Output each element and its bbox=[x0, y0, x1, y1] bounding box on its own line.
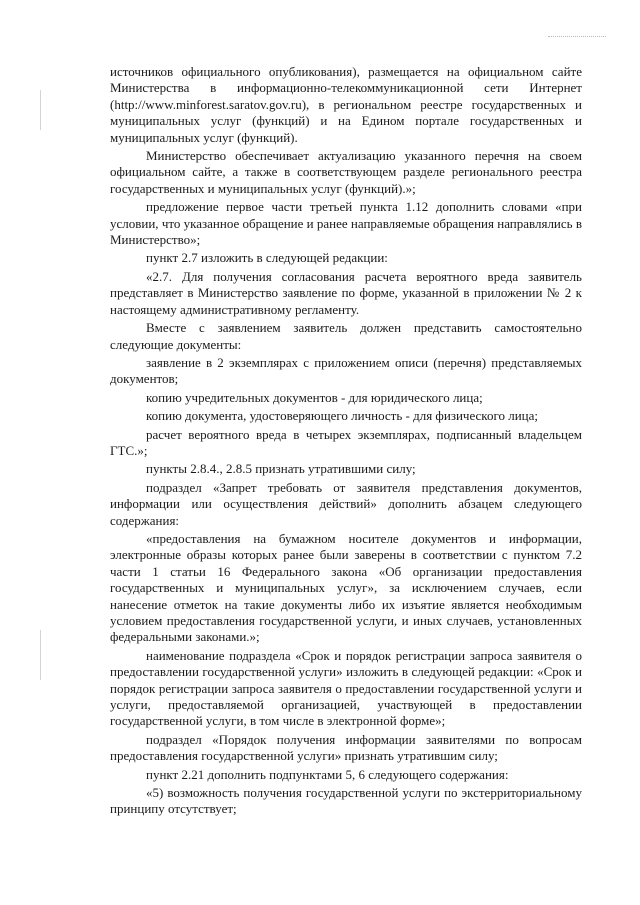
document-page bbox=[110, 64, 582, 820]
paragraph: копию учредительных документов - для юридического лица; bbox=[146, 389, 483, 405]
scan-corner-mark bbox=[548, 36, 606, 38]
paragraph: «5) возможность получения государственной услуги по экстерриториальному принципу отсутствует; bbox=[110, 785, 582, 817]
paragraph: пункт 2.21 дополнить подпунктами 5, 6 следующего содержания: bbox=[146, 766, 509, 782]
paragraph: «предоставления на бумажном носителе документов и информации, электронные образы которых ранее были заверены в соответствии с пунктом 7.2 части 1 статьи 16 Федерального закона «Об организации предоставления государственных и муниципальных услуг», за исключением случаев, если нанесение отметок на такие документы либо их изъятие является необходимым условием предоставления государственной услуги, и иных случаев, установленных федеральными законами.»; bbox=[110, 530, 582, 645]
paragraph: подраздел «Запрет требовать от заявителя представления документов, информации или осуществления действий» дополнить абзацем следующего содержания: bbox=[110, 479, 582, 528]
paragraph: Вместе с заявлением заявитель должен представить самостоятельно следующие документы: bbox=[110, 320, 582, 352]
paragraph: наименование подраздела «Срок и порядок регистрации запроса заявителя о предоставлении государственной услуги» изложить в следующей редакции: «Срок и порядок регистрации запроса заявителя о предоставлении государственной услуги и услуги, предоставляемой организацией, участвующей в предоставлении государственной услуги, в том числе в электронной форме»; bbox=[110, 647, 582, 729]
paragraph: копию документа, удостоверяющего личность - для физического лица; bbox=[146, 408, 539, 424]
paragraph: расчет вероятного вреда в четырех экземплярах, подписанный владельцем ГТС.»; bbox=[110, 426, 582, 458]
paragraph: пункты 2.8.4., 2.8.5 признать утратившими силу; bbox=[146, 461, 416, 477]
scan-margin-mark bbox=[40, 630, 41, 680]
paragraph: предложение первое части третьей пункта 1.12 дополнить словами «при условии, что указанное обращение и ранее направляемые обращения направлялись в Министерство»; bbox=[110, 199, 582, 248]
paragraph: Министерство обеспечивает актуализацию указанного перечня на своем официальном сайте, а также в соответствующем разделе регионального реестра государственных и муниципальных услуг (функций).»; bbox=[110, 148, 582, 196]
paragraph: источников официального опубликования), размещается на официальном сайте Министерства в информационно-телекоммуникационной сети Интернет (http://www.minforest.saratov.gov.ru), в региональном реестре государственных и муниципальных услуг (функций) и на Едином портале государственных и муниципальных услуг (функций). bbox=[110, 64, 582, 145]
scan-margin-mark bbox=[40, 90, 41, 130]
paragraph: «2.7. Для получения согласования расчета вероятного вреда заявитель представляет в Министерство заявление по форме, указанной в приложении № 2 к настоящему административному регламенту. bbox=[110, 268, 582, 317]
paragraph: заявление в 2 экземплярах с приложением описи (перечня) представляемых документов; bbox=[110, 354, 582, 387]
paragraph: пункт 2.7 изложить в следующей редакции: bbox=[146, 250, 388, 266]
paragraph: подраздел «Порядок получения информации заявителями по вопросам предоставления государственной услуги» признать утратившим силу; bbox=[110, 731, 582, 764]
